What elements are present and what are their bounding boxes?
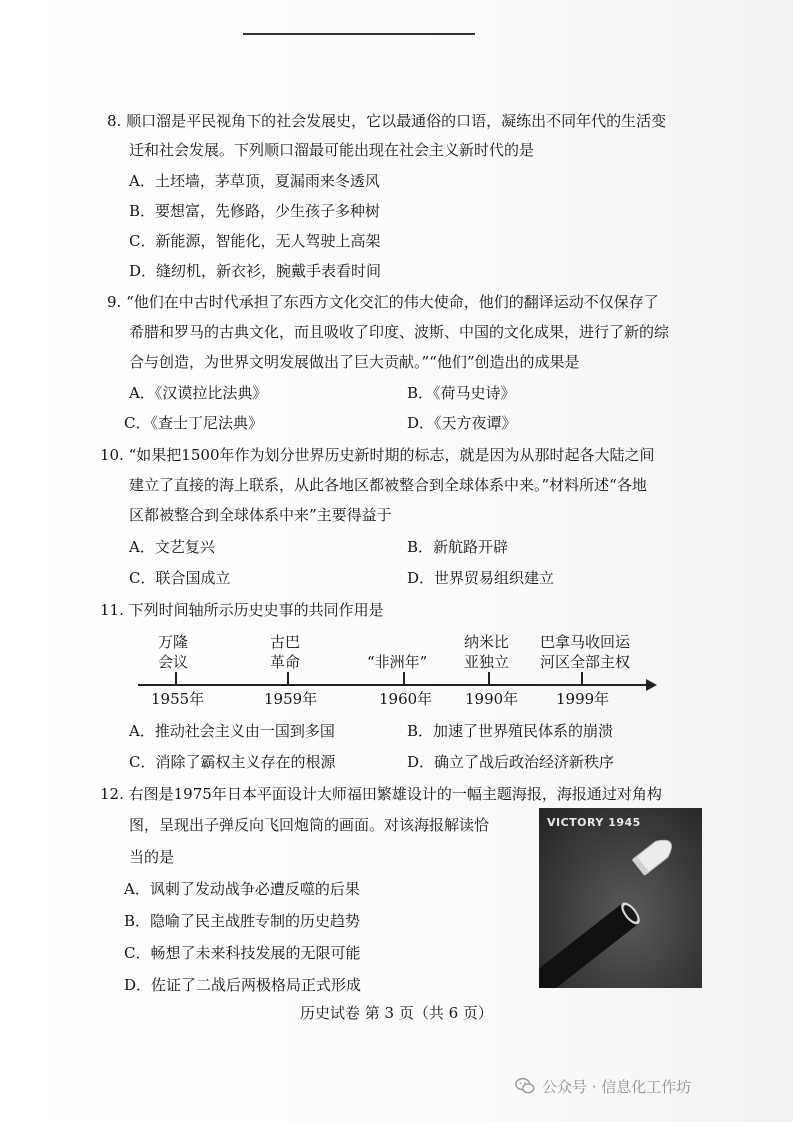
timeline-year-1999: 1999年 [556,690,610,708]
q12-option-c[interactable]: C．畅想了未来科技发展的无限可能 [124,944,361,962]
q8-option-b[interactable]: B．要想富，先修路，少生孩子多种树 [129,202,381,220]
q12-option-a[interactable]: A．讽刺了发动战争必遭反噬的后果 [124,880,360,898]
page-footer: 历史试卷 第 3 页（共 6 页） [300,1004,493,1022]
q11-option-c[interactable]: C．消除了霸权主义存在的根源 [129,753,336,771]
timeline-year-1960: 1960年 [379,690,433,708]
q10-option-c[interactable]: C．联合国成立 [129,569,231,587]
timeline-tick-1960 [403,672,405,684]
q10-option-d[interactable]: D．世界贸易组织建立 [407,569,555,587]
q11-number: 11. [100,601,124,619]
q9-option-c[interactable]: C．《查士丁尼法典》 [124,414,263,432]
q10-stem-line3: 区都被整合到全球体系中来”主要得益于 [129,506,392,524]
timeline-event-1990: 纳米比 亚独立 [464,633,510,671]
timeline-event-1959: 古巴 革命 [270,633,301,671]
q8-number: 8. [107,112,122,130]
q9-stem-line1: 9. “他们在中古时代承担了东西方文化交汇的伟大使命，他们的翻译运动不仅保存了 [107,293,659,311]
q8-option-c[interactable]: C．新能源，智能化，无人驾驶上高架 [129,232,381,250]
bullet-icon [632,835,677,876]
q8-stem-line2: 迁和社会发展。下列顺口溜最可能出现在社会主义新时代的是 [129,141,535,159]
victory-poster-image [539,808,702,988]
timeline-year-1955: 1955年 [151,690,205,708]
poster-caption: VICTORY 1945 [547,816,641,829]
timeline-tick-1959 [287,672,289,684]
timeline-arrow-icon [646,679,657,691]
timeline-event-1960: “非洲年” [367,653,428,671]
q12-option-d[interactable]: D．佐证了二战后两极格局正式形成 [124,976,362,994]
q10-number: 10. [100,446,124,464]
q9-option-b[interactable]: B．《荷马史诗》 [407,384,516,402]
timeline-year-1959: 1959年 [264,690,318,708]
q10-stem-line2: 建立了直接的海上联系，从此各地区都被整合到全球体系中来。”材料所述“各地 [129,476,647,494]
q11-option-b[interactable]: B．加速了世界殖民体系的崩溃 [407,722,614,740]
q8-option-d[interactable]: D．缝纫机，新衣衫，腕戴手表看时间 [129,262,382,280]
q9-number: 9. [107,293,122,311]
q10-option-a[interactable]: A．文艺复兴 [129,538,215,556]
q11-stem: 11. 下列时间轴所示历史史事的共同作用是 [100,601,384,619]
timeline-tick-1990 [488,672,490,684]
timeline-axis [138,684,648,686]
q10-option-b[interactable]: B．新航路开辟 [407,538,509,556]
q10-stem-line1: 10. “如果把1500年作为划分世界历史新时期的标志，就是因为从那时起各大陆之间 [100,446,655,464]
q9-stem-line3: 合与创造，为世界文明发展做出了巨大贡献。”“他们”创造出的成果是 [129,353,580,371]
poster-illustration [539,808,702,988]
q9-stem-line2: 希腊和罗马的古典文化，而且吸收了印度、波斯、中国的文化成果，进行了新的综 [129,323,670,341]
top-rule [243,33,475,35]
q9-option-a[interactable]: A．《汉谟拉比法典》 [129,384,268,402]
timeline-year-1990: 1990年 [465,690,519,708]
q12-stem-line3: 当的是 [129,848,175,866]
timeline-event-1999: 巴拿马收回运 河区全部主权 [540,633,631,671]
q12-stem-line2: 图，呈现出子弹反向飞回炮筒的画面。对该海报解读恰 [129,816,490,834]
timeline-tick-1999 [581,672,583,684]
timeline-event-1955: 万隆 会议 [158,633,189,671]
wechat-icon [514,1075,536,1097]
q12-option-b[interactable]: B．隐喻了民主战胜专制的历史趋势 [124,912,361,930]
q8-option-a[interactable]: A．土坯墙，茅草顶，夏漏雨来冬透风 [129,172,380,190]
q11-option-d[interactable]: D．确立了战后政治经济新秩序 [407,753,615,771]
q12-stem-line1: 12. 右图是1975年日本平面设计大师福田繁雄设计的一幅主题海报，海报通过对角构 [100,785,662,803]
q8-stem-line1: 8. 顺口溜是平民视角下的社会发展史，它以最通俗的口语，凝练出不同年代的生活变 [107,112,667,130]
gun-barrel-icon [539,899,643,988]
watermark-text: 公众号 · 信息化工作坊 [542,1077,692,1096]
q12-number: 12. [100,785,124,803]
timeline-tick-1955 [175,672,177,684]
q11-option-a[interactable]: A．推动社会主义由一国到多国 [129,722,335,740]
watermark [514,1075,691,1097]
q9-option-d[interactable]: D．《天方夜谭》 [407,414,517,432]
